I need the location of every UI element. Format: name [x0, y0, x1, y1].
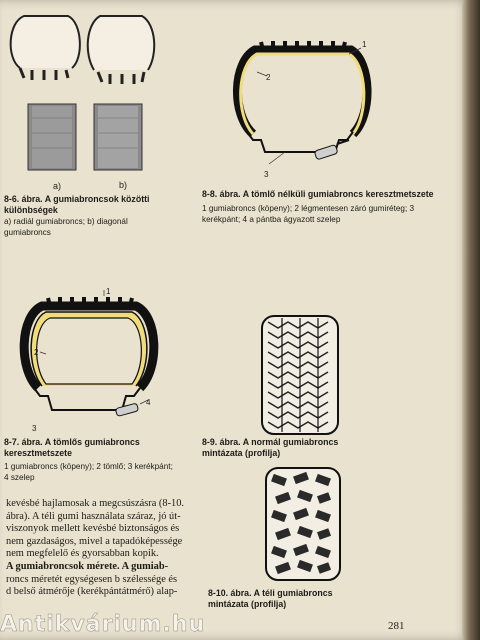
body-line-heading: A gumiabroncsok mérete. A gumiab- [6, 560, 169, 572]
fig-8-6-caption [4, 194, 154, 238]
body-line: roncs méretét egységesen b szélessége és [6, 573, 178, 585]
fig-8-8-callout-3: 3 [264, 170, 269, 179]
fig-8-7-caption [4, 437, 174, 483]
body-line: d belső átmérője (kerékpántátmérő) alap- [6, 586, 178, 598]
fig-8-6-label-b: b) [119, 180, 128, 190]
watermark-logo: Antikvárium.hu [0, 612, 206, 637]
fig-8-8-desc: 1 gumiabroncs (köpeny); 2 légmentesen záró gumiréteg; 3 kerékpánt; 4 a pántba ágyazott szelep [202, 204, 415, 224]
fig-8-6-title: 8-6. ábra. A gumiabroncsok közötti különbségek [4, 194, 150, 215]
figure-8-7-illustration [18, 288, 168, 428]
body-line: viszonyok mellett kevésbé biztonságos és [6, 523, 180, 535]
fig-8-8-caption [202, 189, 442, 225]
fig-8-8-callout-1: 1 [362, 40, 367, 49]
body-line: nem gazdaságos, mivel a tapadóképessége [6, 535, 183, 547]
body-line: nem megfelelő és gyorsabban kopik. [6, 548, 159, 560]
fig-8-7-callout-4: 4 [146, 398, 151, 407]
book-page-edge [462, 0, 480, 640]
fig-8-10-title: 8-10. ábra. A téli gumiabroncs mintázata (profilja) [208, 588, 333, 609]
body-text [6, 498, 196, 599]
fig-8-7-callout-2: 2 [34, 348, 39, 357]
fig-8-6-desc: a) radiál gumiabroncs; b) diagonál gumiabroncs [4, 217, 128, 237]
fig-8-9-caption [202, 437, 342, 459]
fig-8-10-caption [208, 588, 358, 610]
body-line: ábra). A téli gumi használata száraz, jó út- [6, 510, 181, 522]
body-line: kevésbé hajlamosak a megcsúszásra (8-10. [6, 498, 185, 509]
fig-8-9-title: 8-9. ábra. A normál gumiabroncs mintázata (profilja) [202, 437, 339, 458]
fig-8-7-callout-1: 1 [106, 287, 111, 296]
fig-8-8-callout-2: 2 [266, 73, 271, 82]
fig-8-7-title: 8-7. ábra. A tömlős gumiabroncs keresztmetszete [4, 437, 140, 458]
figure-8-6-illustration [2, 8, 162, 186]
figure-8-10-tread-illustration [262, 466, 344, 582]
fig-8-6-label-a: a) [53, 181, 62, 191]
page-number: 281 [388, 620, 405, 632]
fig-8-7-callout-3: 3 [32, 424, 37, 433]
figure-8-9-tread-illustration [258, 314, 342, 436]
fig-8-8-title: 8-8. ábra. A tömlő nélküli gumiabroncs keresztmetszete [202, 189, 434, 199]
figure-8-8-illustration [225, 36, 375, 186]
fig-8-7-desc: 1 gumiabroncs (köpeny); 2 tömlő; 3 kerékpánt; 4 szelep [4, 462, 173, 482]
